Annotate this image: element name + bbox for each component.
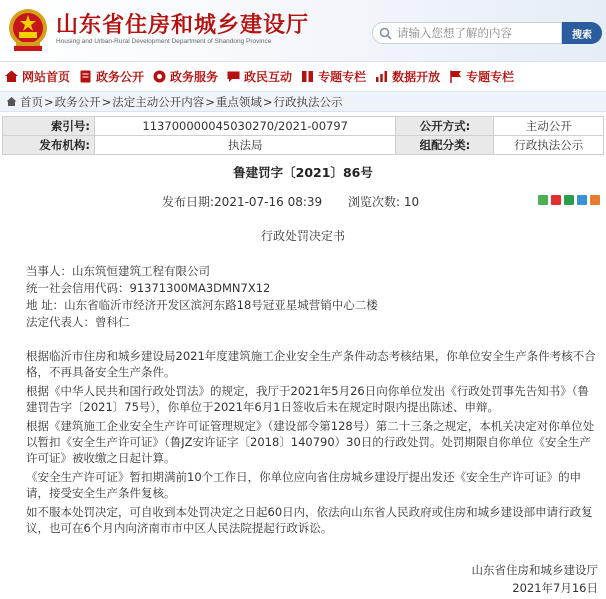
body-paragraph: 根据临沂市住房和城乡建设局2021年度建筑施工企业安全生产条件动态考核结果，你单位安全生产条件考核不合格，不再具备安全生产条件。 xyxy=(26,349,596,379)
body-paragraph: 根据《中华人民共和国行政处罚法》的规定，我厅于2021年5月26日向你单位发出《行政处罚事先告知书》（鲁建罚告字〔2021〕75号），你单位于2021年6月1日签收后未在规定时限内提出陈述、申辩。 xyxy=(26,384,589,414)
category-value: 行政执法公示 xyxy=(494,136,604,155)
index-label: 索引号: xyxy=(3,117,95,136)
issuer-value: 执法局 xyxy=(95,136,396,155)
national-emblem-icon xyxy=(6,6,50,54)
site-title[interactable]: 山东省住房和城乡建设厅 xyxy=(56,13,310,38)
nav-item-label: 专题专栏 xyxy=(466,70,515,84)
breadcrumb-item[interactable]: 重点领域 xyxy=(215,94,262,109)
search-icon xyxy=(379,27,392,40)
breadcrumb-separator: > xyxy=(205,94,215,109)
publish-date: 发布日期:2021-07-16 08:39 xyxy=(162,195,323,209)
share-more-icon[interactable] xyxy=(590,195,600,205)
disclosure-label: 公开方式: xyxy=(396,117,494,136)
breadcrumb xyxy=(0,92,606,112)
breadcrumb-item[interactable]: 首页 xyxy=(20,94,43,109)
document-icon xyxy=(78,69,93,84)
site-header xyxy=(0,0,606,62)
signature-date: 2021年7月16日 xyxy=(512,581,598,595)
share-buttons xyxy=(538,195,600,205)
nav-item-special[interactable] xyxy=(448,62,514,92)
document-body xyxy=(0,348,606,536)
credit-code: 统一社会信用代码：91371300MA3DMN7X12 xyxy=(26,281,271,295)
signature-org: 山东省住房和城乡建设厅 xyxy=(471,563,598,577)
breadcrumb-item[interactable]: 政务公开 xyxy=(54,94,101,109)
nav-item-gov-service[interactable] xyxy=(152,62,218,92)
view-count: 浏览次数: 10 xyxy=(348,195,420,209)
party-address: 地 址：山东省临沂市经济开发区滨河东路18号冠亚星城营销中心二楼 xyxy=(26,298,378,312)
search-box xyxy=(372,22,562,44)
index-value: 113700000045030270/2021-00797 xyxy=(95,117,396,136)
party-name: 当事人：山东筑恒建筑工程有限公司 xyxy=(26,264,210,278)
share-wechat-icon[interactable] xyxy=(538,195,548,205)
breadcrumb-separator: > xyxy=(44,94,54,109)
category-label: 组配分类: xyxy=(396,136,494,155)
nav-item-label: 专题专栏 xyxy=(318,70,367,84)
legal-representative: 法定代表人：曾科仁 xyxy=(26,315,130,329)
share-weibo-icon[interactable] xyxy=(551,195,561,205)
main-nav xyxy=(0,62,606,92)
document-title: 行政处罚决定书 xyxy=(260,229,345,243)
document-meta-table xyxy=(2,116,604,155)
nav-item-interaction[interactable] xyxy=(226,62,292,92)
nav-item-home[interactable] xyxy=(4,62,70,92)
document-number: 鲁建罚字〔2021〕86号 xyxy=(233,165,373,180)
site-subtitle: Housing and Urban-Rural Development Department of Shandong Province xyxy=(56,38,272,45)
column-icon xyxy=(300,69,315,84)
share-qq-icon[interactable] xyxy=(577,195,587,205)
parties-block xyxy=(0,263,606,331)
nav-item-topics[interactable] xyxy=(300,62,366,92)
search-input[interactable] xyxy=(397,25,557,41)
home-icon xyxy=(6,96,17,107)
flag-icon xyxy=(448,69,463,84)
breadcrumb-separator: > xyxy=(262,94,273,109)
nav-item-gov-affairs[interactable] xyxy=(78,62,144,92)
nav-item-label: 网站首页 xyxy=(22,70,71,84)
body-paragraph: 如不服本处罚决定，可自收到本处罚决定之日起60日内，依法向山东省人民政府或住房和城乡建设部申请行政复议，也可在6个月内向济南市市中区人民法院提起行政诉讼。 xyxy=(26,505,593,535)
signature-block xyxy=(472,561,599,597)
nav-item-open-data[interactable] xyxy=(374,62,440,92)
nav-item-label: 政务服务 xyxy=(170,70,219,84)
info-bar xyxy=(0,191,606,213)
breadcrumb-item[interactable]: 法定主动公开内容 xyxy=(112,94,205,109)
body-paragraph: 《安全生产许可证》暂扣期满前10个工作日，你单位应向省住房城乡建设厅提出发还《安全生产许可证》的申请，接受安全生产条件复核。 xyxy=(26,470,582,500)
body-paragraph: 根据《建筑施工企业安全生产许可证管理规定》（建设部令第128号）第二十三条之规定，本机关决定对你单位处以暂扣《安全生产许可证》（鲁JZ安许证字〔2018〕140790）30日的行政处罚。处罚期限自你单位《安全生产许可证》被收缴之日起计算。 xyxy=(26,419,595,465)
share-qzone-icon[interactable] xyxy=(564,195,574,205)
data-icon xyxy=(374,69,389,84)
nav-item-label: 政民互动 xyxy=(244,70,293,84)
breadcrumb-separator: > xyxy=(101,94,112,109)
nav-item-label: 政务公开 xyxy=(96,70,145,84)
home-icon xyxy=(4,69,19,84)
disclosure-value: 主动公开 xyxy=(494,117,604,136)
breadcrumb-item[interactable]: 行政执法公示 xyxy=(273,94,343,109)
nav-item-label: 数据开放 xyxy=(392,70,441,84)
search-button[interactable]: 搜索 xyxy=(562,22,602,44)
service-icon xyxy=(152,69,167,84)
issuer-label: 发布机构: xyxy=(3,136,95,155)
chat-icon xyxy=(226,69,241,84)
